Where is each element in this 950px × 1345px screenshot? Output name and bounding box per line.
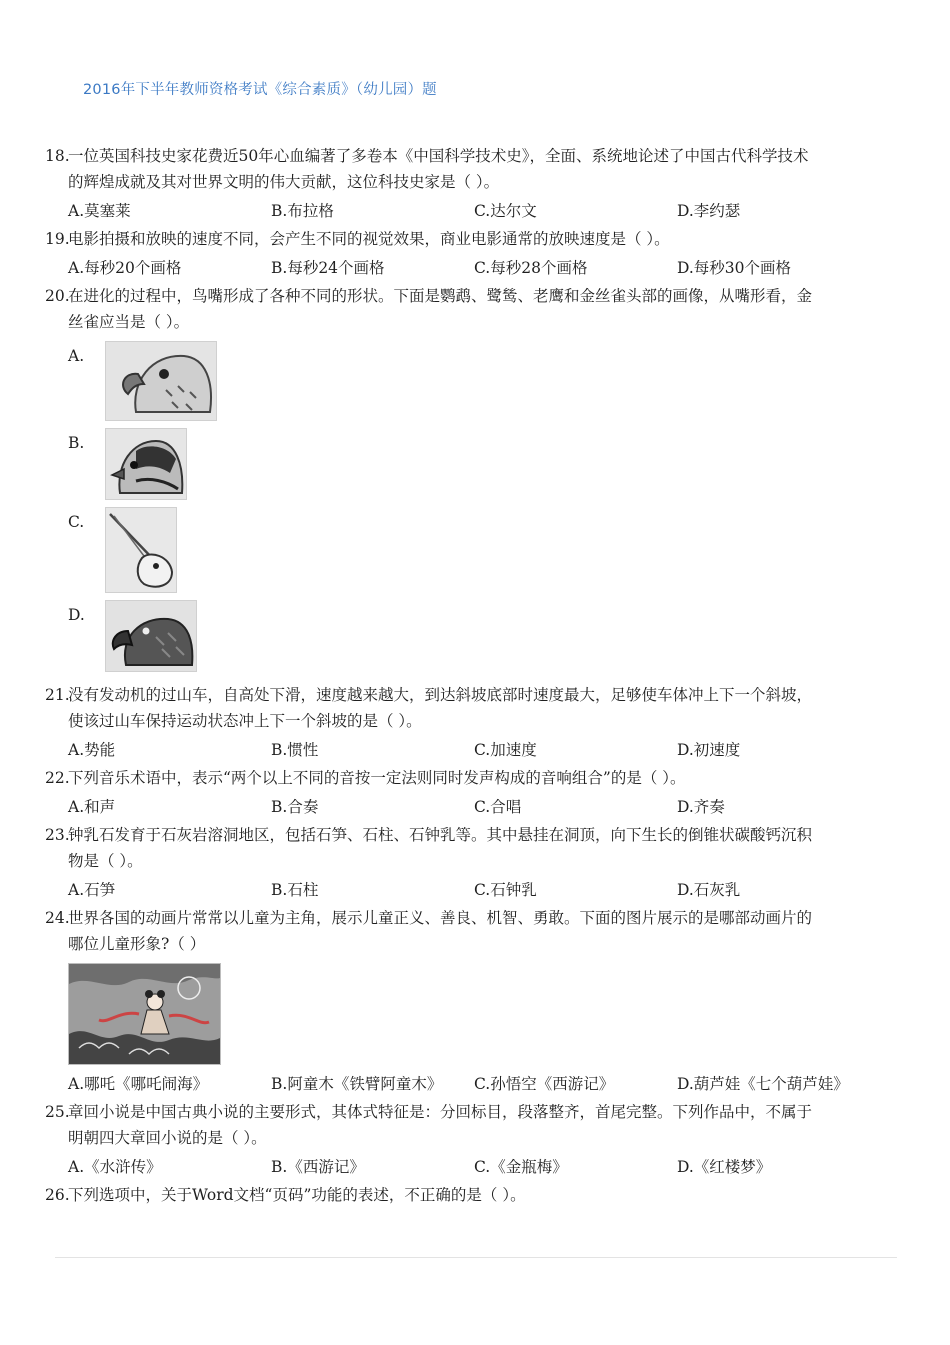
question-18 [45,143,885,224]
options-row [45,794,885,820]
question-text-cont: 的辉煌成就及其对世界文明的伟大贡献，这位科技史家是（ ）。 [68,173,500,191]
question-24 [45,905,885,1097]
option-a[interactable]: A.《水浒传》 [68,1158,162,1176]
option-c[interactable]: C.《金瓶梅》 [474,1158,568,1176]
question-text: 下列音乐术语中，表示“两个以上不同的音按一定法则同时发声构成的音响组合”的是（ ）。 [68,769,686,787]
canary-head-image [105,428,187,500]
question-text-cont: 物是（ ）。 [68,852,143,870]
question-list [45,143,885,1208]
cartoon-child-image [68,963,221,1065]
question-text: 钟乳石发育于石灰岩溶洞地区，包括石笋、石柱、石钟乳等。其中悬挂在洞顶，向下生长的倒锥状碳酸钙沉积 [68,826,813,844]
options-row [45,1071,885,1097]
image-option-b[interactable] [45,428,885,500]
question-number: 18. [45,147,70,165]
option-a[interactable]: A.和声 [68,798,116,816]
option-label: D. [68,606,85,624]
option-b[interactable]: B.布拉格 [271,202,334,220]
option-b[interactable]: B.惯性 [271,741,319,759]
question-number: 25. [45,1103,70,1121]
question-number: 20. [45,287,70,305]
parrot-head-image [105,341,217,421]
question-19 [45,226,885,281]
question-23 [45,822,885,903]
option-d[interactable]: D.每秒30个画格 [677,259,792,277]
question-25 [45,1099,885,1180]
option-c[interactable]: C.达尔文 [474,202,537,220]
question-number: 23. [45,826,70,844]
question-26 [45,1182,885,1208]
options-row [45,1154,885,1180]
option-b[interactable]: B.阿童木《铁臂阿童木》 [271,1075,443,1093]
page-header-title: 2016年下半年教师资格考试《综合素质》（幼儿园）题 [83,82,437,98]
question-text-cont: 丝雀应当是（ ）。 [68,313,190,331]
eagle-head-image [105,600,197,672]
image-option-c[interactable] [45,507,885,593]
question-text: 一位英国科技史家花费近50年心血编著了多卷本《中国科学技术史》，全面、系统地论述了中国古代科学技术 [68,147,809,165]
option-d[interactable]: D.初速度 [677,741,741,759]
option-b[interactable]: B.合奏 [271,798,319,816]
image-option-a[interactable] [45,341,885,421]
question-number: 19. [45,230,70,248]
heron-head-image [105,507,177,593]
option-c[interactable]: C.加速度 [474,741,537,759]
question-text: 世界各国的动画片常常以儿童为主角，展示儿童正义、善良、机智、勇敢。下面的图片展示的是哪部动画片的 [68,909,813,927]
question-text-cont: 哪位儿童形象?（ ） [68,935,206,953]
option-d[interactable]: D.石灰乳 [677,881,741,899]
option-b[interactable]: B.每秒24个画格 [271,259,385,277]
question-text-cont: 使该过山车保持运动状态冲上下一个斜坡的是（ ）。 [68,712,422,730]
options-row [45,877,885,903]
image-option-d[interactable] [45,600,885,672]
option-b[interactable]: B.石柱 [271,881,319,899]
question-22 [45,765,885,820]
question-text: 没有发动机的过山车，自高处下滑，速度越来越大，到达斜坡底部时速度最大，足够使车体冲上下一个斜坡， [68,686,813,704]
option-c[interactable]: C.石钟乳 [474,881,537,899]
option-c[interactable]: C.每秒28个画格 [474,259,588,277]
option-label: A. [68,347,85,365]
question-20 [45,283,885,672]
options-row [45,737,885,763]
option-d[interactable]: D.齐奏 [677,798,725,816]
option-a[interactable]: A.石笋 [68,881,116,899]
option-a[interactable]: A.哪吒《哪吒闹海》 [68,1075,209,1093]
question-text: 在进化的过程中，鸟嘴形成了各种不同的形状。下面是鹦鹉、鹭鸶、老鹰和金丝雀头部的画像，从嘴形看，金 [68,287,813,305]
question-text: 电影拍摄和放映的速度不同，会产生不同的视觉效果，商业电影通常的放映速度是（ ）。 [68,230,670,248]
option-d[interactable]: D.李约瑟 [677,202,741,220]
option-c[interactable]: C.合唱 [474,798,522,816]
option-label: B. [68,434,85,452]
option-a[interactable]: A.莫塞莱 [68,202,131,220]
option-b[interactable]: B.《西游记》 [271,1158,365,1176]
option-d[interactable]: D.葫芦娃《七个葫芦娃》 [677,1075,849,1093]
question-number: 26. [45,1186,70,1204]
options-row [45,255,885,281]
footer-divider [55,1257,897,1258]
option-a[interactable]: A.每秒20个画格 [68,259,182,277]
option-a[interactable]: A.势能 [68,741,116,759]
question-number: 21. [45,686,70,704]
question-21 [45,682,885,763]
option-label: C. [68,513,85,531]
options-row [45,198,885,224]
option-c[interactable]: C.孙悟空《西游记》 [474,1075,615,1093]
question-number: 22. [45,769,70,787]
question-number: 24. [45,909,70,927]
question-text-cont: 明朝四大章回小说的是（ ）。 [68,1129,267,1147]
question-text: 下列选项中，关于Word文档“页码”功能的表述，不正确的是（ ）。 [68,1186,526,1204]
option-d[interactable]: D.《红楼梦》 [677,1158,772,1176]
question-text: 章回小说是中国古典小说的主要形式，其体式特征是：分回标目，段落整齐，首尾完整。下列作品中，不属于 [68,1103,813,1121]
